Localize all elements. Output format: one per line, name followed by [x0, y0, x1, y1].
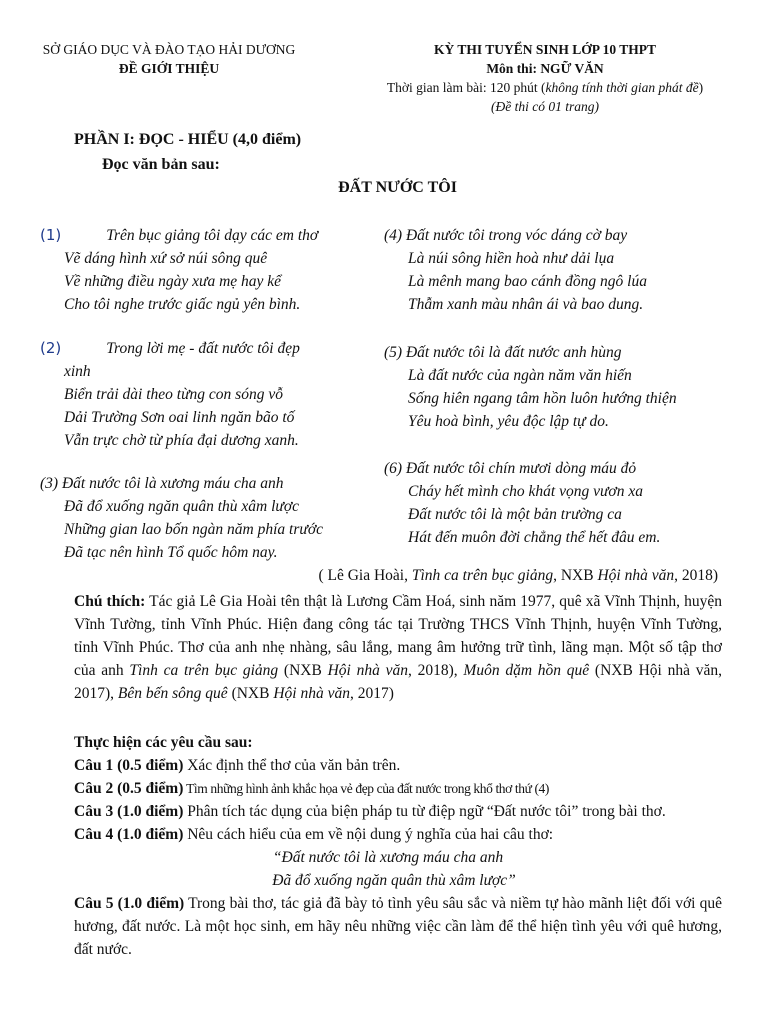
- poem-line: Vẫn trực chờ từ phía đại dương xanh.: [64, 432, 299, 449]
- poem-line: Dải Trường Sơn oai linh ngăn bão tố: [64, 409, 295, 426]
- stanza-1: [40, 224, 375, 247]
- poem-line: Trong lời mẹ - đất nước tôi đẹp: [106, 340, 300, 357]
- poem-line: Những gian lao bốn ngàn năm phía trước: [40, 518, 375, 541]
- poem-line: Sống hiên ngang tâm hồn luôn hướng thiện: [384, 387, 744, 410]
- stanza-2: [40, 337, 375, 360]
- poem-source: ( Lê Gia Hoài, Tình ca trên bục giảng, NXB Hội nhà văn, 2018): [318, 567, 718, 584]
- poem-line: Là đất nước của ngàn năm văn hiến: [384, 364, 744, 387]
- question-4: Câu 4 (1.0 điểm) Nêu cách hiểu của em về nội dung ý nghĩa của hai câu thơ:: [74, 826, 554, 843]
- poem-line: Cho tôi nghe trước giấc ngủ yên bình.: [64, 296, 301, 313]
- exam-type: ĐỀ GIỚI THIỆU: [118, 61, 220, 76]
- header-left: [14, 40, 324, 78]
- poem-line: Đất nước tôi là một bản trường ca: [384, 503, 744, 526]
- question-3: Câu 3 (1.0 điểm) Phân tích tác dụng của biện pháp tu từ điệp ngữ “Đất nước tôi” trong bài thơ.: [74, 803, 666, 820]
- poem-left-column: [40, 224, 375, 564]
- question-5: Câu 5 (1.0 điểm) Trong bài thơ, tác giả đã bày tỏ tình yêu sâu sắc và niềm tự hào mãnh liệt đối với quê hương, đất nước. Là một học sinh, em hãy nêu những việc cần làm để thể hiện tình yêu với quê hương, đất nước.: [74, 895, 722, 958]
- quote-line-2: Đã đổ xuống ngăn quân thù xâm lược”: [272, 872, 516, 889]
- poem-line: Thẫm xanh màu nhân ái và bao dung.: [384, 293, 744, 316]
- subject: Môn thi: NGỮ VĂN: [486, 61, 604, 76]
- poem-line: Vẽ dáng hình xứ sở núi sông quê: [64, 250, 268, 267]
- department-name: SỞ GIÁO DỤC VÀ ĐÀO TẠO HẢI DƯƠNG: [42, 42, 296, 57]
- poem-line: Trên bục giảng tôi dạy các em thơ: [106, 227, 319, 244]
- quote-line-1: “Đất nước tôi là xương máu cha anh: [272, 849, 504, 866]
- poem-line: Đã tạc nên hình Tổ quốc hôm nay.: [40, 541, 375, 564]
- poem-line: Đã đổ xuống ngăn quân thù xâm lược: [40, 495, 375, 518]
- stanza-6-line-1: (6) Đất nước tôi chín mươi dòng máu đỏ: [384, 460, 637, 477]
- poem-line: xinh: [64, 363, 91, 380]
- question-2: Câu 2 (0.5 điểm) Tìm những hình ảnh khắc họa vẻ đẹp của đất nước trong khổ thơ thứ (4): [74, 780, 550, 797]
- time-limit: Thời gian làm bài: 120 phút (không tính thời gian phát đề): [386, 80, 704, 95]
- reading-instruction: Đọc văn bản sau:: [102, 156, 220, 173]
- section-title: PHẦN I: ĐỌC - HIỂU (4,0 điểm): [74, 131, 302, 148]
- stanza-3-line-1: (3) Đất nước tôi là xương máu cha anh: [40, 475, 284, 492]
- poem-right-column: [384, 224, 744, 549]
- stanza-4-line-1: (4) Đất nước tôi trong vóc dáng cờ bay: [384, 227, 628, 244]
- author-note: Chú thích: Tác giả Lê Gia Hoài tên thật là Lương Cầm Hoá, sinh năm 1977, quê xã Vĩnh Thịnh, huyện Vĩnh Tường, tỉnh Vĩnh Phúc. Hiện đang công tác tại Trường THCS Vĩnh Thịnh, huyện Vĩnh Tường, tỉnh Vĩnh Phúc. Thơ của anh nhẹ nhàng, sâu lắng, mang âm hưởng trữ tình, lãng mạn. Một số tập thơ của anh Tình ca trên bục giảng (NXB Hội nhà văn, 2018), Muôn dặm hồn quê (NXB Hội nhà văn, 2017), Bên bến sông quê (NXB Hội nhà văn, 2017): [74, 593, 722, 702]
- exam-title: KỲ THI TUYỂN SINH LỚP 10 THPT: [433, 42, 657, 57]
- poem-line: Là mênh mang bao cánh đồng ngô lúa: [384, 270, 744, 293]
- poem-line: Cháy hết mình cho khát vọng vươn xa: [384, 480, 744, 503]
- tasks-heading: Thực hiện các yêu cầu sau:: [74, 734, 253, 751]
- stanza-number: (1): [40, 226, 62, 244]
- question-1: Câu 1 (0.5 điểm) Xác định thể thơ của văn bản trên.: [74, 757, 401, 774]
- stanza-5-line-1: (5) Đất nước tôi là đất nước anh hùng: [384, 344, 622, 361]
- poem-line: Là núi sông hiền hoà như dải lụa: [384, 247, 744, 270]
- tasks: [74, 731, 722, 961]
- poem-line: Yêu hoà bình, yêu độc lập tự do.: [384, 410, 744, 433]
- poem-line: Hát đến muôn đời chẳng thể hết đâu em.: [384, 526, 744, 549]
- stanza-number: (2): [40, 339, 62, 357]
- poem-line: Về những điều ngày xưa mẹ hay kể: [64, 273, 282, 290]
- header-right: [340, 40, 750, 116]
- poem-line: Biển trải dài theo từng con sóng vỗ: [64, 386, 283, 403]
- poem-title: ĐẤT NƯỚC TÔI: [338, 179, 457, 196]
- page-count: (Đề thi có 01 trang): [491, 99, 599, 114]
